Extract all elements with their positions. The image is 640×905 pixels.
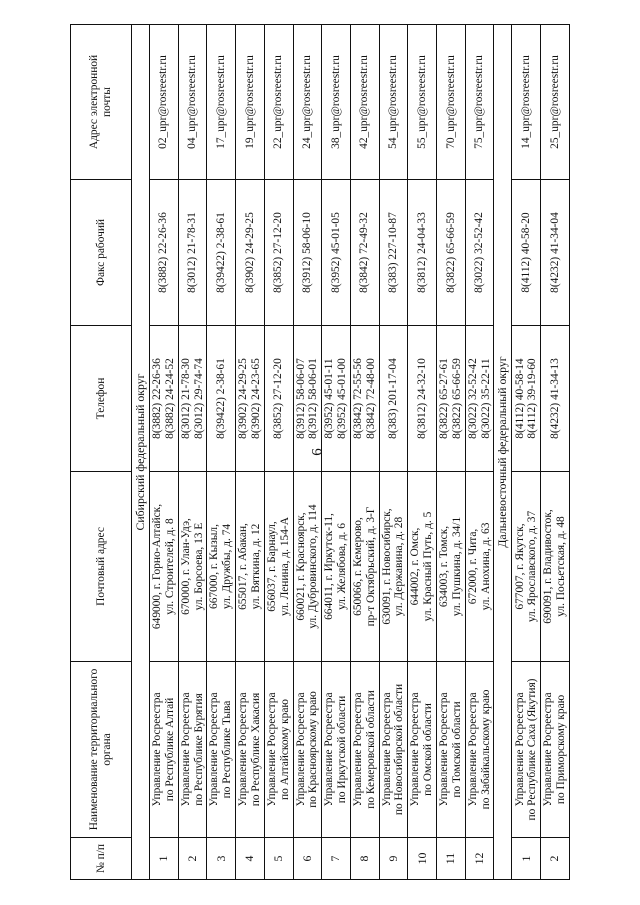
cell-name-line: Управление Росреестра [352,692,364,807]
cell-email [178,25,207,180]
cell-name-line: по Томской области [450,701,463,798]
cell-fax [150,180,179,326]
cell-fax-text: 8(3822) 65-66-59 [444,212,457,293]
cell-address-line: 656037, г. Барнаул, [265,521,278,612]
cell-name-line: по Красноярскому краю [307,691,320,808]
cell-number-text: 8 [357,855,372,862]
cell-fax-text: 8(3912) 58-06-10 [300,212,313,293]
cell-address-line: 634003, г. Томск, [438,525,451,608]
cell-email [293,25,322,180]
cell-number-text: 2 [184,855,199,862]
cell-address-line: ул. Дружбы, д. 74 [221,523,234,610]
cell-email-text[interactable]: 70_upr@rosreestr.ru [444,55,457,149]
cell-address [350,472,379,662]
cell-name-line: по Омской области [422,703,435,796]
cell-number-text: 9 [385,855,400,862]
cell-fax-text: 8(3952) 45-01-05 [329,212,342,293]
cell-email-text[interactable]: 75_upr@rosreestr.ru [473,55,486,149]
cell-email-text[interactable]: 04_upr@rosreestr.ru [186,55,199,149]
cell-phone [408,326,437,472]
cell-email-text[interactable]: 54_upr@rosreestr.ru [387,55,400,149]
column-header-phone: Телефон [71,326,132,472]
cell-phone [236,326,265,472]
section-header-row [494,25,512,880]
registry-table [70,24,570,880]
table-row [293,25,322,880]
cell-address-line: 667000, г. Кызыл, [208,524,221,609]
table-row [408,25,437,880]
cell-fax [178,180,207,326]
cell-name [150,662,179,838]
rotated-table-container [70,25,570,880]
cell-number [178,838,207,880]
cell-address [178,472,207,662]
section-title: Дальневосточный федеральный округ [494,25,512,880]
cell-address-line: ул. Ленина, д. 154-А [278,517,291,616]
cell-address-line: ул. Красный Путь, д. 5 [422,511,435,622]
cell-phone [264,326,293,472]
cell-name [512,662,541,838]
cell-name-line: по Забайкальскому краю [479,689,492,810]
table-row [264,25,293,880]
cell-address-line: 644002, г. Омск, [409,527,422,606]
cell-fax-text: 8(3842) 72-49-32 [358,212,371,293]
cell-phone-line: 8(3952) 45-01-00 [336,358,349,439]
cell-number [465,838,494,880]
cell-address [150,472,179,662]
cell-phone-line: 8(3842) 72-55-56 [352,358,364,439]
cell-phone [322,326,351,472]
cell-email [408,25,437,180]
table-row [207,25,236,880]
cell-email-text[interactable]: 24_upr@rosreestr.ru [300,55,313,149]
cell-address-line: ул. Державина, д. 28 [393,516,406,617]
cell-phone-line: 8(3812) 24-32-10 [415,358,428,439]
cell-phone [150,326,179,472]
cell-phone [178,326,207,472]
cell-number-text: 5 [271,855,286,862]
cell-fax-text: 8(39422) 2-38-61 [214,212,227,293]
section-header-row [132,25,150,880]
cell-address-line: 655017, г. Абакан, [237,523,250,610]
cell-phone-line: 8(3902) 24-23-65 [249,358,262,439]
cell-phone-line: 8(3912) 58-06-07 [294,358,307,439]
cell-number [236,838,265,880]
cell-name-line: Управление Росреестра [179,692,192,807]
cell-number-text: 1 [156,855,171,862]
cell-phone-line: 8(3012) 21-78-30 [179,358,192,439]
cell-number [322,838,351,880]
column-header-fax: Факс рабочий [71,180,132,326]
cell-fax [512,180,541,326]
cell-email-text[interactable]: 17_upr@rosreestr.ru [214,55,227,149]
cell-email [350,25,379,180]
table-row [437,25,466,880]
cell-phone-line: 8(3852) 27-12-20 [272,358,285,439]
cell-name [350,662,379,838]
cell-number-text: 11 [443,852,458,865]
cell-email [150,25,179,180]
cell-email [207,25,236,180]
cell-phone [379,326,408,472]
cell-name [541,662,570,838]
cell-number [437,838,466,880]
cell-name [264,662,293,838]
cell-email-text[interactable]: 22_upr@rosreestr.ru [272,55,285,149]
cell-name [408,662,437,838]
table-row [512,25,541,880]
cell-number-text: 6 [299,855,314,862]
cell-address-line: 664011, г. Иркутск-11, [323,513,336,620]
table-row [322,25,351,880]
cell-fax-text: 8(3882) 22-26-36 [157,212,170,293]
cell-name-line: по Республике Саха (Якутия) [526,678,539,821]
cell-email-text[interactable]: 42_upr@rosreestr.ru [358,55,371,149]
cell-address-line: ул. Ярославского, д. 37 [526,510,539,623]
table-row [236,25,265,880]
cell-name-line: по Приморскому краю [555,694,568,805]
cell-number-text: 4 [242,855,257,862]
cell-phone [465,326,494,472]
cell-address-line: 670000, г. Улан-Удэ, [179,518,192,615]
table-row [379,25,408,880]
cell-address-line: ул. Анохина, д. 63 [479,522,492,611]
cell-fax [293,180,322,326]
cell-address-line: 677007, г. Якутск, [513,523,526,610]
cell-fax [207,180,236,326]
cell-name [322,662,351,838]
cell-number-text: 10 [414,852,429,865]
cell-email [465,25,494,180]
cell-number [150,838,179,880]
cell-name-line: по Республике Хакасия [249,692,262,807]
cell-number [408,838,437,880]
cell-name [437,662,466,838]
cell-address-line: ул. Пушкина, д. 34/1 [450,516,463,617]
cell-phone-line: 8(3822) 65-27-61 [438,358,451,439]
cell-phone [207,326,236,472]
cell-name-line: по Республике Тыва [221,700,234,799]
cell-name-line: Управление Росреестра [380,692,393,807]
cell-phone [437,326,466,472]
cell-address [379,472,408,662]
cell-fax-text: 8(4112) 40-58-20 [519,212,532,293]
cell-phone [512,326,541,472]
section-title: Сибирский федеральный округ [132,25,150,880]
cell-phone [541,326,570,472]
cell-address [293,472,322,662]
cell-address-line: 690091, г. Владивосток, [542,509,555,624]
cell-number-text: 3 [213,855,228,862]
cell-phone-line: 8(4232) 41-34-13 [548,358,561,439]
cell-name-line: Управление Росреестра [294,692,307,807]
cell-email-text[interactable]: 14_upr@rosreestr.ru [519,55,532,149]
cell-email [541,25,570,180]
cell-name-line: Управление Росреестра [265,692,278,807]
cell-address [322,472,351,662]
cell-phone-line: 8(3022) 32-52-42 [466,358,479,439]
cell-phone-line: 8(4112) 39-19-60 [526,358,539,439]
cell-number [264,838,293,880]
cell-email [379,25,408,180]
cell-address [437,472,466,662]
cell-number [512,838,541,880]
column-header-name: Наименование территориального органа [71,662,132,838]
cell-number-text: 12 [471,852,486,865]
cell-fax [465,180,494,326]
column-header-address: Почтовый адрес [71,472,132,662]
cell-phone-line: 8(4112) 40-58-14 [513,358,526,439]
cell-name-line: Управление Росреестра [466,692,479,807]
cell-address-line: 649000, г. Горно-Алтайск, [151,503,164,630]
cell-address-line: ул. Желябова, д. 6 [336,523,349,610]
column-header-num: № п/п [71,838,132,880]
cell-fax-text: 8(3852) 27-12-20 [272,212,285,293]
cell-name-line: Управление Росреестра [208,692,221,807]
page-number: 6 [309,448,326,456]
cell-address [541,472,570,662]
cell-email-text[interactable]: 38_upr@rosreestr.ru [329,55,342,149]
cell-fax [541,180,570,326]
cell-fax-text: 8(383) 227-10-87 [387,212,400,293]
cell-fax [408,180,437,326]
cell-address-line: ул. Борсоева, 13 Е [192,522,205,611]
column-header-email: Адрес электронной почты [71,25,132,180]
cell-phone-line: 8(383) 201-17-04 [387,358,400,439]
cell-address-line: 672000, г. Чита, [466,528,479,605]
cell-number [350,838,379,880]
cell-address [465,472,494,662]
cell-phone [350,326,379,472]
cell-name-line: Управление Росреестра [438,692,451,807]
table-row [150,25,179,880]
cell-name [207,662,236,838]
cell-address [512,472,541,662]
cell-fax [236,180,265,326]
cell-phone-line: 8(3822) 65-66-59 [450,358,463,439]
cell-fax-text: 8(3012) 21-78-31 [186,212,199,293]
cell-address [408,472,437,662]
cell-fax-text: 8(3812) 24-04-33 [415,212,428,293]
cell-fax-text: 8(3022) 32-52-42 [473,212,486,293]
cell-phone-line: 8(3842) 72-48-00 [364,358,377,439]
cell-phone-line: 8(39422) 2-38-61 [214,358,227,439]
cell-name-line: Управление Росреестра [151,692,164,807]
cell-email-text[interactable]: 25_upr@rosreestr.ru [548,55,561,149]
cell-email-text[interactable]: 02_upr@rosreestr.ru [157,55,170,149]
cell-phone-line: 8(3012) 29-74-74 [192,358,205,439]
cell-phone-line: 8(3902) 24-29-25 [237,358,250,439]
cell-fax [350,180,379,326]
cell-number [207,838,236,880]
cell-address-line: ул. Дубровинского, д. 114 [307,504,320,629]
cell-number-text: 1 [518,855,533,862]
cell-phone [293,326,322,472]
cell-phone-line: 8(3882) 22-26-36 [151,358,164,439]
cell-address-line: ул. Посьетская, д. 48 [555,516,568,617]
cell-address-line: пр-т Октябрьский, д. 3-Г [364,506,377,627]
cell-address [236,472,265,662]
cell-name-line: по Алтайскому краю [278,699,291,800]
cell-fax-text: 8(4232) 41-34-04 [548,212,561,293]
cell-fax [437,180,466,326]
cell-name-line: Управление Росреестра [513,692,526,807]
cell-name-line: Управление Росреестра [323,692,336,807]
cell-phone-line: 8(3022) 35-22-11 [479,358,492,439]
cell-email [437,25,466,180]
cell-email-text[interactable]: 19_upr@rosreestr.ru [243,55,256,149]
cell-fax [322,180,351,326]
cell-email [322,25,351,180]
cell-name-line: Управление Росреестра [409,692,422,807]
cell-address-line: 630091, г. Новосибирск, [380,508,393,625]
cell-name-line: Управление Росреестра [237,692,250,807]
cell-name-line: по Кемеровской области [364,690,377,809]
cell-name [178,662,207,838]
cell-email-text[interactable]: 55_upr@rosreestr.ru [415,55,428,149]
cell-number [379,838,408,880]
cell-name [465,662,494,838]
cell-address-line: ул. Строителей, д. 8 [163,518,176,615]
cell-number [541,838,570,880]
cell-name [236,662,265,838]
cell-number-text: 2 [547,855,562,862]
cell-email [236,25,265,180]
cell-number-text: 7 [328,855,343,862]
table-row [541,25,570,880]
cell-fax [379,180,408,326]
cell-address [264,472,293,662]
cell-fax-text: 8(3902) 24-29-25 [243,212,256,293]
table-body [132,25,570,880]
cell-number [293,838,322,880]
cell-phone-line: 8(3912) 58-06-01 [307,358,320,439]
table-row [350,25,379,880]
table-header-row [71,25,132,880]
cell-name [293,662,322,838]
cell-name-line: по Республике Бурятия [192,693,205,806]
cell-name-line: по Республике Алтай [163,697,176,802]
cell-address-line: ул. Вяткина, д. 12 [249,523,262,610]
cell-address-line: 650066, г. Кемерово, [352,517,364,616]
cell-name-line: по Новосибирской области [393,683,406,816]
cell-name-line: по Иркутской области [336,695,349,804]
cell-phone-line: 8(3882) 24-24-52 [163,358,176,439]
cell-address [207,472,236,662]
table-row [178,25,207,880]
cell-fax [264,180,293,326]
cell-email [512,25,541,180]
cell-address-line: 660021, г. Красноярск, [294,512,307,621]
table-row [465,25,494,880]
cell-name [379,662,408,838]
cell-name-line: Управление Росреестра [542,692,555,807]
cell-email [264,25,293,180]
cell-phone-line: 8(3952) 45-01-11 [323,358,336,439]
